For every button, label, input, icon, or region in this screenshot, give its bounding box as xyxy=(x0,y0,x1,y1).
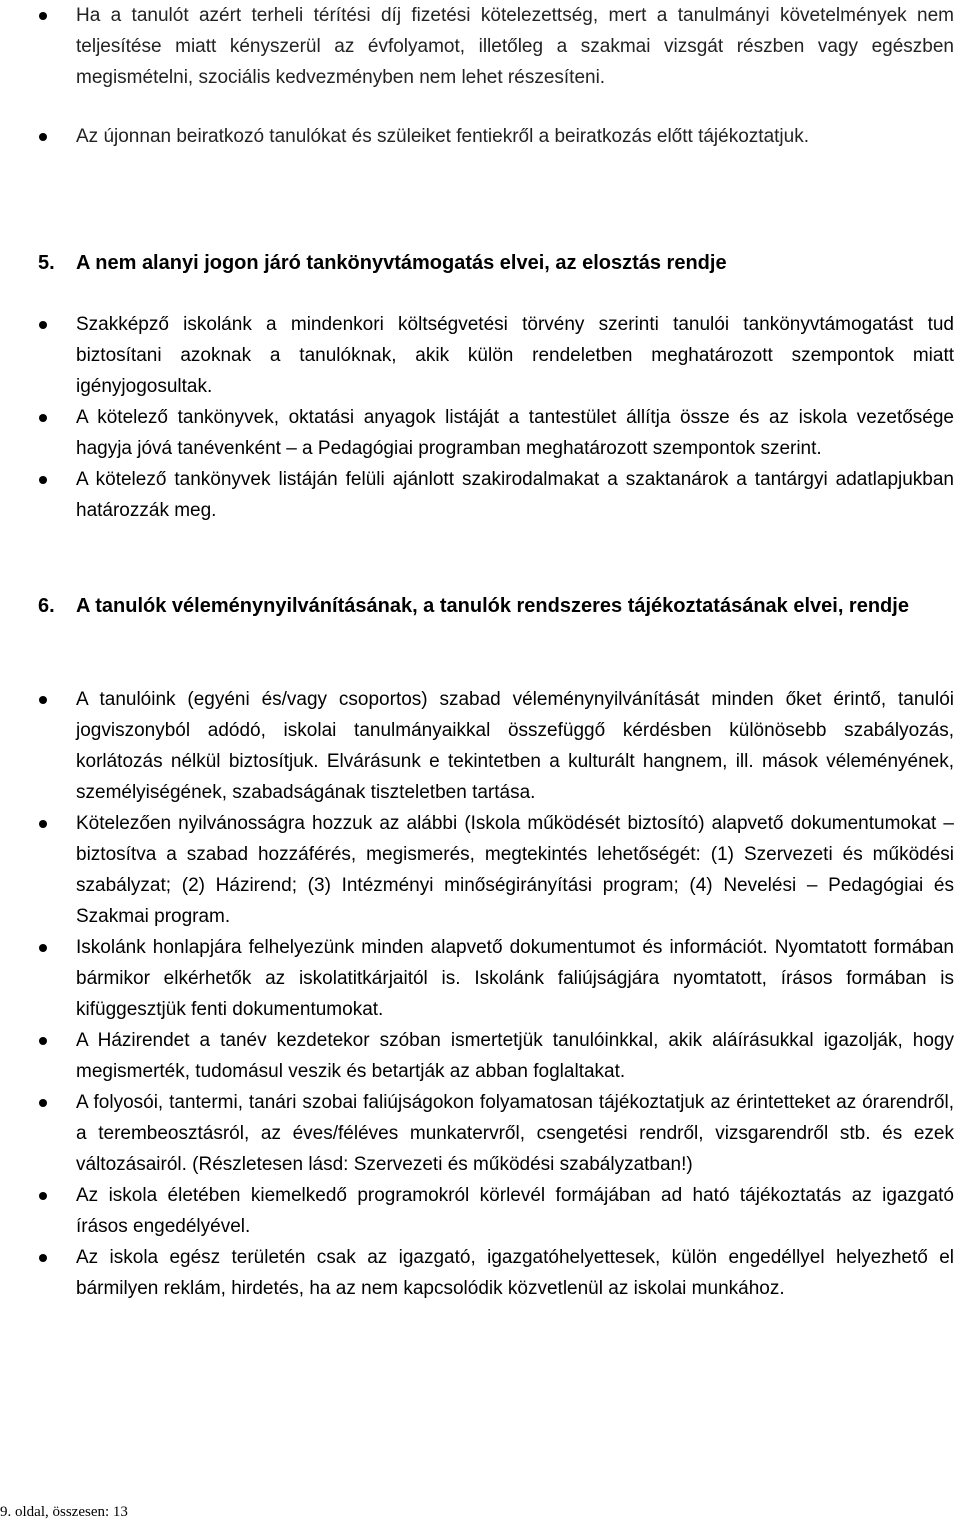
list-item-text: A kötelező tankönyvek listáján felüli ajánlott szakirodalmakat a szaktanárok a tantárgyi adatlapjukban határozzák meg. xyxy=(76,469,954,521)
list-item-text: Az újonnan beiratkozó tanulókat és szüleiket fentiekről a beiratkozás előtt tájékoztatjuk. xyxy=(76,126,809,147)
bullet-icon xyxy=(39,414,47,422)
list-item-text: Ha a tanulót azért terheli térítési díj fizetési kötelezettség, mert a tanulmányi követelmények nem teljesítése miatt kényszerül az évfolyamot, illetőleg a szakmai vizsgát részben vagy egészben megismételni, szociális kedvezményben nem lehet részesíteni. xyxy=(76,5,954,88)
intro-bullet-list xyxy=(0,0,960,152)
bullet-icon xyxy=(39,133,47,141)
section-number: 5. xyxy=(38,252,55,274)
list-item-text: Kötelezően nyilvánosságra hozzuk az alábbi (Iskola működését biztosító) alapvető dokumentumokat – biztosítva a szabad hozzáférés, megismerés, megtekintés lehetőségét: (1) Szervezeti és működési szabályzat; (2) Házirend; (3) Intézményi minőségirányítási program; (4) Nevelési – Pedagógiai és Szakmai program. xyxy=(76,813,954,927)
bullet-icon xyxy=(39,1254,47,1262)
list-item xyxy=(0,464,960,526)
section-6-bullet-list xyxy=(0,684,960,1304)
bullet-icon xyxy=(39,696,47,704)
list-item-text: Szakképző iskolánk a mindenkori költségvetési törvény szerinti tanulói tankönyvtámogatást tud biztosítani azoknak a tanulóknak, akik külön rendeletben meghatározott szempontok miatt igényjogosultak. xyxy=(76,314,954,397)
section-6-heading xyxy=(0,590,960,622)
list-item-text: A kötelező tankönyvek, oktatási anyagok listáját a tantestület állítja össze és az iskola vezetősége hagyja jóvá tanévenként – a Pedagógiai programban meghatározott szempontok szerint. xyxy=(76,407,954,459)
list-item xyxy=(0,1025,960,1087)
list-item-text: A tanulóink (egyéni és/vagy csoportos) szabad véleménynyilvánítását minden őket érintő, tanulói jogviszonyból adódó, iskolai tanulmányaikkal összefüggő kérdésben különösebb szabályozás, korlátozás nélkül biztosítjuk. Elvárásunk e tekintetben a kulturált hangnem, ill. mások véleményének, személyiségének, szabadságának tiszteletben tartása. xyxy=(76,689,954,803)
bullet-icon xyxy=(39,1192,47,1200)
list-item xyxy=(0,121,960,152)
list-item-text: A Házirendet a tanév kezdetekor szóban ismertetjük tanulóinkkal, akik aláírásukkal igazolják, hogy megismerték, tudomásul veszik és betartják az abban foglaltakat. xyxy=(76,1030,954,1082)
list-item xyxy=(0,808,960,932)
list-item xyxy=(0,1242,960,1304)
list-item xyxy=(0,1180,960,1242)
bullet-icon xyxy=(39,12,47,20)
section-title: A nem alanyi jogon járó tankönyvtámogatás elvei, az elosztás rendje xyxy=(76,252,727,274)
bullet-icon xyxy=(39,476,47,484)
list-item xyxy=(0,309,960,402)
list-item xyxy=(0,1087,960,1180)
section-5-heading xyxy=(0,247,960,279)
list-item xyxy=(0,0,960,90)
list-item-text: Iskolánk honlapjára felhelyezünk minden alapvető dokumentumot és információt. Nyomtatott formában bármikor elkérhetők az iskolatitkárjaitól is. Iskolánk faliújságjára nyomtatott, írásos formában is kifüggesztjük fenti dokumentumokat. xyxy=(76,937,954,1020)
page-number-footer: 9. oldal, összesen: 13 xyxy=(0,1504,128,1520)
list-item xyxy=(0,402,960,464)
list-item xyxy=(0,684,960,808)
section-number: 6. xyxy=(38,595,55,617)
list-item xyxy=(0,932,960,1025)
list-item-text: Az iskola egész területén csak az igazgató, igazgatóhelyettesek, külön engedéllyel helyezhető el bármilyen reklám, hirdetés, ha az nem kapcsolódik közvetlenül az iskolai munkához. xyxy=(76,1247,954,1299)
bullet-icon xyxy=(39,1099,47,1107)
list-item-text: Az iskola életében kiemelkedő programokról körlevél formájában ad ható tájékoztatás az igazgató írásos engedélyével. xyxy=(76,1185,954,1237)
section-title: A tanulók véleménynyilvánításának, a tanulók rendszeres tájékoztatásának elvei, rendje xyxy=(76,595,909,617)
bullet-icon xyxy=(39,944,47,952)
bullet-icon xyxy=(39,321,47,329)
list-item-text: A folyosói, tantermi, tanári szobai faliújságokon folyamatosan tájékoztatjuk az érintetteket az órarendről, a terembeosztásról, az éves/féléves munkatervről, csengetési rendről, vizsgarendről stb. és ezek változásairól. (Részletesen lásd: Szervezeti és működési szabályzatban!) xyxy=(76,1092,954,1175)
bullet-icon xyxy=(39,820,47,828)
bullet-icon xyxy=(39,1037,47,1045)
section-5-bullet-list xyxy=(0,309,960,526)
